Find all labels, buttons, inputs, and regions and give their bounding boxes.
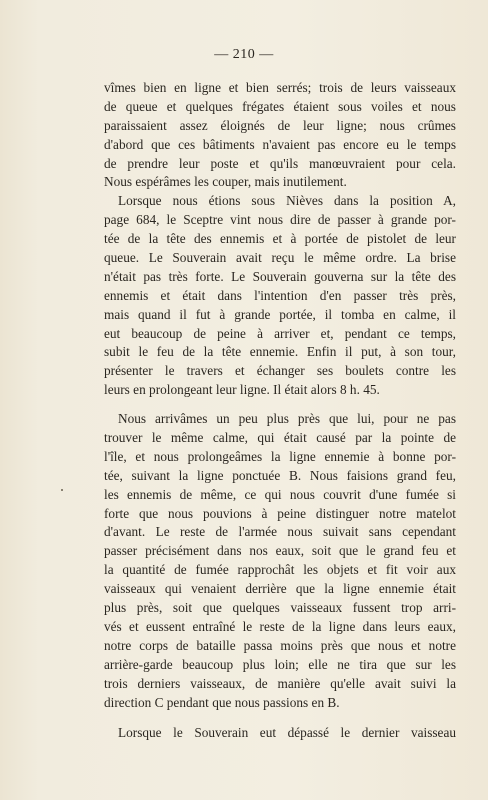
text-line: page 684, le Sceptre vint nous dire de passer à grande por- — [104, 212, 456, 228]
text-line: trois derniers vaisseaux, de manière qu'elle avait suivi la — [104, 675, 456, 691]
paper-speck — [61, 489, 63, 491]
text-line: arrière-garde beaucoup plus loin; elle ne tira que sur les — [104, 656, 456, 672]
text-line: présenter le travers et échanger ses boulets contre les — [104, 363, 456, 379]
text-line: ennemis et était dans l'intention d'en passer très près, — [104, 287, 456, 303]
text-line: vés et eussent entraîné le reste de la ligne dans leurs eaux, — [104, 618, 456, 634]
text-line: notre corps de bataille passa moins près que nous et notre — [104, 637, 456, 653]
text-line: direction C pendant que nous passions en B. — [104, 694, 340, 710]
text-line: passer précisément dans nos eaux, soit que le grand feu et — [104, 543, 456, 559]
text-line: Lorsque le Souverain eut dépassé le dernier vaisseau — [118, 725, 456, 741]
body-text — [104, 79, 456, 743]
text-line: Nous espérâmes les couper, mais inutilement. — [104, 174, 347, 190]
paragraph-1 — [104, 79, 456, 192]
text-line: queue. Le Souverain avait reçu le même ordre. La brise — [104, 250, 456, 266]
paragraph-2 — [104, 192, 456, 400]
text-line: plus près, soit que quelques vaisseaux fussent trop arri- — [104, 600, 456, 616]
text-line: subit le feu de la tête ennemie. Enfin il put, à son tour, — [104, 344, 456, 360]
text-line: d'avant. Le reste de l'armée nous suivait sans cependant — [104, 524, 456, 540]
page-number: — 210 — — [214, 47, 274, 62]
paragraph-4 — [104, 724, 456, 743]
text-line: mais quand il fut à grande portée, il tomba en calme, il — [104, 306, 456, 322]
text-line: leurs en prolongeant leur ligne. Il était alors 8 h. 45. — [104, 382, 380, 398]
text-line: l'île, et nous prolongeâmes la ligne ennemie à bonne por- — [104, 448, 456, 464]
text-line: n'était pas très forte. Le Souverain gouverna sur la tête des — [104, 268, 456, 284]
text-line: les ennemis de même, ce qui nous couvrit d'une fumée si — [104, 486, 456, 502]
text-line: de prendre leur poste et qu'ils manœuvraient pour cela. — [104, 155, 456, 171]
paragraph-3 — [104, 410, 456, 712]
text-line: d'abord que ces bâtiments n'avaient pas encore eu le temps — [104, 136, 456, 152]
text-line: Lorsque nous étions sous Nièves dans la position A, — [118, 193, 456, 209]
text-line: Nous arrivâmes un peu plus près que lui, pour ne pas — [118, 411, 456, 427]
text-line: paraissaient assez éloignés de leur ligne; nous crûmes — [104, 117, 456, 133]
text-line: vîmes bien en ligne et bien serrés; trois de leurs vaisseaux — [104, 80, 456, 95]
text-line: forte que nous pouvions à peine distinguer notre matelot — [104, 505, 456, 521]
text-line: eut beaucoup de peine à arriver et, pendant ce temps, — [104, 325, 456, 341]
text-line: trouver le même calme, qui était causé par la pointe de — [104, 430, 456, 446]
text-line: la quantité de fumée rapprochât les objets et fit voir aux — [104, 562, 456, 578]
text-line: de queue et quelques frégates étaient sous voiles et nous — [104, 98, 456, 114]
text-line: tée, suivant la ligne ponctuée B. Nous faisions grand feu, — [104, 467, 456, 483]
text-line: vaisseaux qui venaient derrière que la ligne ennemie était — [104, 581, 456, 597]
text-line: tée de la tête des ennemis et à portée de pistolet de leur — [104, 231, 456, 247]
